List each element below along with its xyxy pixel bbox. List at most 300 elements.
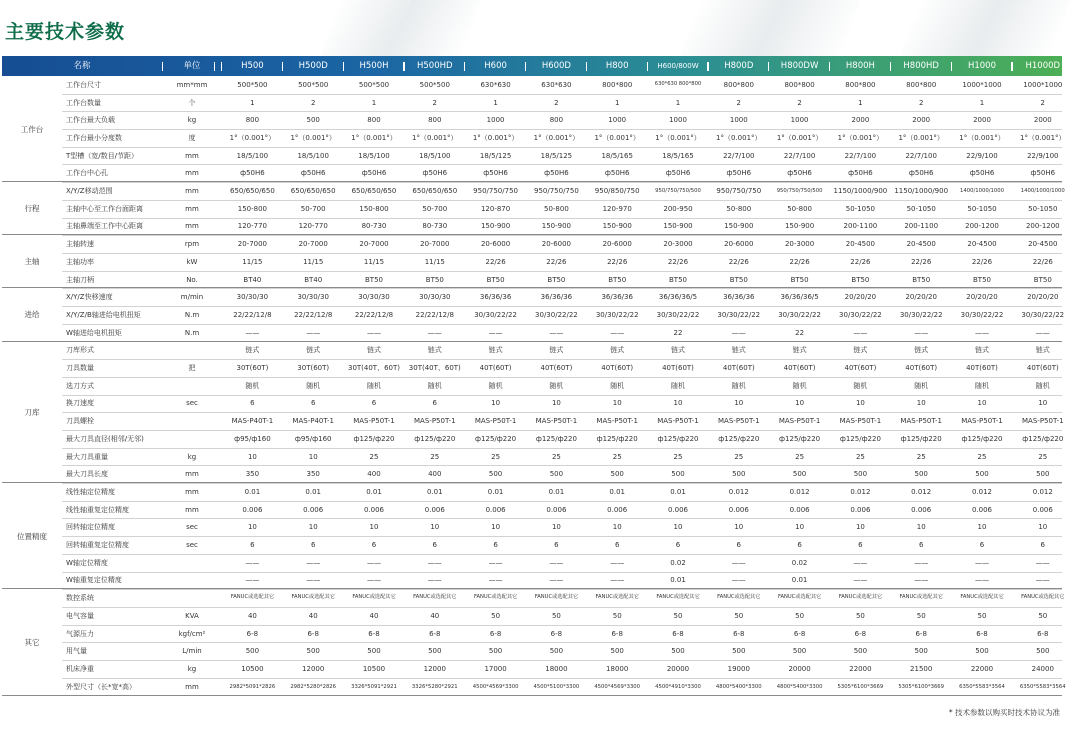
row-value: 20000	[788, 664, 811, 673]
row-value: ——	[245, 558, 260, 567]
row-value: 10	[673, 399, 683, 408]
row-value: 10	[369, 523, 379, 532]
row-value: 500	[488, 470, 503, 479]
row-value: 50	[551, 611, 561, 620]
row-value: ——	[366, 558, 381, 567]
row-value: 30/30/22/22	[960, 310, 1004, 319]
row-value: 30T(60T)	[297, 364, 330, 373]
table-row	[62, 111, 1062, 130]
row-value: ф50H6	[483, 169, 508, 178]
row-value: ——	[610, 328, 625, 337]
row-unit: N.m	[184, 310, 200, 319]
row-value: BT50	[425, 275, 444, 284]
group-label: 位置精度	[17, 531, 47, 541]
row-value: 6-8	[246, 629, 259, 638]
row-value: MAS-P40T-1	[292, 417, 334, 426]
row-value: 200-1100	[904, 222, 939, 231]
row-value: 18/5/100	[236, 151, 269, 160]
row-value: ——	[914, 328, 929, 337]
row-name: W轴进给电机扭矩	[66, 328, 122, 337]
table-row	[62, 253, 1062, 272]
row-value: ф50H6	[665, 169, 691, 178]
row-value: MAS-P50T-1	[718, 417, 760, 426]
row-value: FANUC或选配其它	[413, 594, 457, 601]
row-value: BT50	[668, 275, 687, 284]
row-value: BT50	[851, 275, 870, 284]
row-value: 36/36/36	[540, 293, 573, 302]
row-value: 6	[675, 541, 681, 550]
row-value: 50	[1038, 611, 1048, 620]
header-model: H800DW	[780, 61, 819, 71]
row-value: 20/20/20	[905, 293, 937, 302]
table-row	[62, 589, 1065, 608]
row-value: 10	[916, 523, 926, 532]
row-value: 12000	[302, 664, 325, 673]
row-value: 80-730	[422, 222, 448, 231]
row-value: ф125/ф220	[839, 434, 881, 443]
row-value: 18/5/165	[601, 151, 633, 160]
row-value: 650/650/650	[229, 187, 275, 196]
group-label: 主轴	[24, 257, 40, 267]
row-value: 800	[428, 116, 442, 125]
row-value: 链式	[974, 346, 989, 355]
row-value: 随机	[488, 381, 503, 390]
row-value: 36/36/36	[601, 293, 633, 302]
row-value: 2000	[973, 116, 991, 125]
row-value: ——	[488, 576, 503, 585]
row-value: FANUC或选配其它	[899, 594, 943, 601]
row-value: 500	[914, 470, 928, 479]
row-value: 2	[1040, 98, 1046, 107]
row-value: 6	[554, 541, 559, 550]
header-unit: 单位	[183, 61, 201, 71]
row-value: ф125/ф220	[353, 434, 395, 443]
row-value: 链式	[306, 346, 321, 355]
row-value: ф50H6	[908, 169, 934, 178]
row-value: 22/26	[607, 257, 628, 266]
table-row	[62, 607, 1062, 626]
row-value: 500*500	[298, 80, 329, 89]
row-value: 0.006	[1032, 505, 1053, 514]
row-value: 630*630	[541, 80, 572, 89]
row-value: 2	[918, 98, 924, 107]
row-unit: kgf/cm²	[178, 629, 206, 638]
row-value: MAS-P50T-1	[657, 417, 699, 426]
row-value: 6	[736, 541, 742, 550]
row-value: FANUC或选配其它	[473, 594, 518, 601]
header-model: H500	[241, 61, 264, 71]
row-name: T型槽（宽/数目/节距）	[66, 151, 138, 160]
row-unit: rpm	[184, 240, 200, 249]
row-value: 0.006	[789, 505, 810, 514]
row-value: ф125/ф220	[1022, 434, 1064, 443]
row-value: 150-800	[359, 204, 389, 213]
row-value: 1000*1000	[1023, 80, 1063, 89]
row-name: W轴重复定位精度	[66, 576, 122, 585]
row-value: 1°（0.001°）	[351, 133, 397, 142]
row-value: 22/26	[911, 257, 932, 266]
row-unit: mm	[185, 151, 199, 160]
row-value: 17000	[484, 664, 507, 673]
row-value: ——	[914, 558, 929, 567]
row-value: 6-8	[429, 629, 441, 638]
row-unit	[162, 589, 222, 607]
row-value: 22/26	[667, 257, 689, 266]
row-value: 随机	[610, 381, 625, 390]
row-value: 500	[732, 470, 746, 479]
row-value: 20-4500	[906, 240, 936, 249]
row-value: ф125/ф220	[596, 434, 638, 443]
row-value: 800*800	[906, 80, 937, 89]
row-value: 10	[1038, 523, 1048, 532]
row-name: 换刀速度	[66, 399, 94, 408]
row-value: 150-900	[602, 222, 632, 231]
row-value: FANUC或选配其它	[1021, 594, 1065, 601]
row-value: 1000	[790, 116, 809, 125]
row-value: 22/9/100	[966, 151, 998, 160]
table-row	[62, 147, 1062, 166]
row-value: 20000	[666, 664, 690, 673]
row-value: 40T(60T)	[540, 364, 573, 373]
row-value: 1°（0.001°）	[837, 133, 884, 142]
row-value: 6	[979, 541, 985, 550]
row-value: 25	[612, 452, 622, 461]
row-value: 2	[797, 98, 802, 107]
row-value: 18/5/100	[358, 151, 390, 160]
row-value: ——	[306, 576, 321, 585]
row-value: 随机	[914, 381, 929, 390]
row-value: 链式	[488, 346, 503, 355]
row-value: 500	[488, 647, 503, 656]
row-value: 800*800	[723, 80, 754, 89]
row-value: 30/30/22/22	[899, 310, 943, 319]
row-value: 500	[914, 647, 928, 656]
row-value: ——	[853, 328, 868, 337]
row-value: 350	[245, 470, 260, 479]
row-value: 36/36/36/5	[658, 293, 698, 302]
row-value: 6	[918, 541, 924, 550]
row-unit	[162, 412, 222, 430]
row-value: 链式	[792, 346, 807, 355]
row-value: ф125/ф220	[657, 434, 699, 443]
row-value: 40T(60T)	[479, 364, 512, 373]
row-name: 气源压力	[66, 629, 94, 638]
row-value: 22/26	[546, 257, 567, 266]
row-value: 500	[367, 647, 381, 656]
row-value: 6350*5583*3564	[959, 683, 1005, 690]
row-unit: sec	[186, 399, 198, 408]
row-value: 50-700	[300, 204, 326, 213]
row-value: 22000	[970, 664, 994, 673]
row-value: 950/750/750	[533, 187, 579, 196]
row-value: 1000	[669, 116, 687, 125]
row-value: 500	[732, 647, 746, 656]
row-value: 2000	[912, 116, 931, 125]
group-divider	[2, 695, 1062, 696]
row-value: ——	[853, 558, 868, 567]
header-model: H800HD	[903, 61, 939, 71]
row-value: 6	[250, 541, 255, 550]
row-value: BT50	[972, 275, 991, 284]
row-value: 800	[245, 116, 260, 125]
row-value: 随机	[427, 381, 442, 390]
row-name: 主轴转速	[66, 240, 94, 249]
table-row	[62, 306, 1065, 325]
row-value: 40T(60T)	[662, 364, 694, 373]
header-model: H600	[484, 61, 507, 71]
header-model: H1000D	[1025, 61, 1061, 71]
row-value: FANUC或选配其它	[656, 594, 700, 601]
row-value: 1	[371, 98, 377, 107]
row-value: 6-8	[793, 629, 806, 638]
row-value: 6	[371, 541, 377, 550]
row-value: ф125/ф220	[961, 434, 1003, 443]
row-value: 5305*6100*3669	[837, 683, 884, 690]
row-value: ——	[549, 558, 564, 567]
row-value: 链式	[366, 346, 381, 355]
row-value: 10	[551, 399, 561, 408]
row-value: 6	[432, 399, 438, 408]
row-value: 25	[369, 452, 379, 461]
row-value: FANUC或选配其它	[291, 594, 335, 601]
row-unit	[162, 377, 222, 395]
row-value: 6	[493, 541, 498, 550]
row-value: ф50H6	[1030, 169, 1056, 178]
table-row	[62, 554, 1062, 573]
row-unit	[162, 342, 222, 360]
row-value: 6	[797, 541, 802, 550]
row-value: 500	[853, 647, 868, 656]
row-value: 20-6000	[724, 240, 754, 249]
row-value: 500	[975, 470, 989, 479]
row-value: 3326*5091*2921	[351, 683, 397, 690]
row-value: 4500*4910*3300	[655, 683, 701, 690]
row-value: 22/7/100	[723, 151, 755, 160]
row-unit: mm	[185, 222, 199, 231]
row-value: 10	[1038, 399, 1048, 408]
row-value: 25	[977, 452, 987, 461]
row-value: 200-950	[663, 204, 693, 213]
row-value: 20-6000	[602, 240, 632, 249]
row-value: 500	[306, 116, 320, 125]
row-value: 1	[979, 98, 985, 107]
row-value: 6-8	[307, 629, 319, 638]
row-value: ——	[306, 558, 321, 567]
row-value: 500	[671, 470, 685, 479]
row-value: 30/30/22/22	[1021, 310, 1065, 319]
row-value: 0.006	[303, 505, 324, 514]
row-value: 22/26	[1032, 257, 1053, 266]
row-value: ——	[427, 328, 442, 337]
row-value: 350	[306, 470, 320, 479]
row-name: 刀具螺栓	[66, 417, 94, 426]
row-value: 30T(40T、60T)	[347, 364, 400, 373]
row-value: 650/650/650	[351, 187, 397, 196]
row-value: 1°（0.001°）	[1020, 133, 1066, 142]
row-value: 20-7000	[298, 240, 328, 249]
row-value: 20-4500	[967, 240, 997, 249]
row-value: 0.006	[546, 505, 567, 514]
row-value: 50-800	[787, 204, 812, 213]
row-value: 25	[734, 452, 744, 461]
row-value: 24000	[1031, 664, 1054, 673]
row-value: 0.01	[487, 487, 504, 496]
row-name: 机床净重	[66, 664, 94, 673]
row-value: 25	[855, 452, 865, 461]
row-value: 1400/1000/1000	[1020, 188, 1065, 195]
row-value: 10	[491, 523, 501, 532]
row-value: 22/22/12/8	[233, 310, 272, 319]
row-value: 0.01	[426, 487, 443, 496]
row-unit: mm*mm	[176, 80, 208, 89]
row-value: 630*630 800*800	[654, 81, 702, 88]
row-value: 40T(60T)	[966, 364, 998, 373]
table-row	[62, 483, 1062, 502]
row-value: MAS-P50T-1	[900, 417, 942, 426]
row-value: 0.01	[305, 487, 321, 496]
row-value: ф50H6	[726, 169, 752, 178]
row-value: 0.006	[667, 505, 689, 514]
row-value: 150-800	[237, 204, 268, 213]
row-value: 6	[371, 399, 377, 408]
row-value: 0.006	[911, 505, 932, 514]
row-value: 10	[977, 523, 987, 532]
row-value: 150-900	[724, 222, 754, 231]
row-unit: mm	[185, 204, 199, 213]
row-value: 1000	[729, 116, 748, 125]
row-value: 1°（0.001°）	[533, 133, 580, 142]
row-value: 800	[549, 116, 564, 125]
row-value: 22	[795, 328, 805, 337]
row-name: 选刀方式	[66, 381, 94, 390]
row-value: 22/26	[485, 257, 506, 266]
row-value: ——	[974, 558, 989, 567]
table-row	[62, 501, 1062, 520]
row-value: 200-1100	[843, 222, 878, 231]
row-value: 10	[308, 523, 318, 532]
row-value: 22/7/100	[844, 151, 877, 160]
row-value: 50-1050	[1028, 204, 1058, 213]
row-value: 25	[916, 452, 926, 461]
row-name: 工作台尺寸	[66, 80, 101, 89]
row-value: MAS-P50T-1	[1022, 417, 1064, 426]
row-value: 10	[795, 523, 805, 532]
table-row	[62, 660, 1062, 679]
row-value: 30/30/22/22	[535, 310, 578, 319]
row-value: 500	[610, 647, 624, 656]
row-value: 6-8	[915, 629, 927, 638]
row-value: 2	[310, 98, 316, 107]
row-value: ф95/ф160	[234, 434, 271, 443]
row-value: 30/30/22/22	[474, 310, 517, 319]
row-value: ——	[366, 576, 381, 585]
row-value: MAS-P50T-1	[414, 417, 456, 426]
row-value: 25	[551, 452, 561, 461]
row-name: 电气容量	[66, 611, 94, 620]
row-value: 50	[795, 611, 805, 620]
row-value: 50	[734, 611, 744, 620]
row-value: 50-800	[544, 204, 569, 213]
row-value: ——	[853, 576, 868, 585]
row-value: ——	[366, 328, 381, 337]
row-unit: sec	[186, 523, 198, 532]
row-value: 30/30/30	[358, 293, 390, 302]
row-value: 800	[367, 116, 381, 125]
group-label: 进给	[24, 310, 40, 320]
row-value: 随机	[245, 381, 260, 390]
row-unit: KVA	[185, 611, 199, 620]
row-value: ——	[974, 328, 989, 337]
row-value: 950/750/750/500	[655, 188, 701, 195]
row-value: ——	[610, 576, 625, 585]
row-value: 链式	[245, 346, 260, 355]
row-name: 最大刀具长度	[66, 470, 108, 479]
row-value: 10	[430, 523, 440, 532]
row-name: 刀库形式	[66, 346, 94, 355]
row-value: 30/30/30	[419, 293, 451, 302]
row-value: 1°（0.001°）	[776, 133, 823, 142]
row-value: 20/20/20	[844, 293, 877, 302]
row-value: 1°（0.001°）	[594, 133, 640, 142]
row-value: 10	[977, 399, 987, 408]
row-value: 22/22/12/8	[415, 310, 454, 319]
row-value: 800*800	[784, 80, 815, 89]
header-model: H600/800W	[657, 62, 699, 70]
row-value: 25	[491, 452, 501, 461]
row-value: ——	[488, 328, 503, 337]
row-value: 0.006	[607, 505, 628, 514]
row-value: 1°（0.001°）	[472, 133, 519, 142]
row-value: 0.01	[366, 487, 382, 496]
row-value: 6-8	[1037, 629, 1049, 638]
row-value: 150-900	[541, 222, 572, 231]
row-value: 0.01	[670, 576, 686, 585]
row-value: 0.012	[789, 487, 810, 496]
row-value: 0.01	[670, 487, 686, 496]
row-value: 50	[673, 611, 683, 620]
row-value: FANUC或选配其它	[230, 594, 275, 601]
row-value: 3326*5280*2921	[411, 683, 458, 690]
row-value: 150-900	[784, 222, 815, 231]
row-name: 回转轴定位精度	[66, 523, 115, 532]
row-value: 20/20/20	[966, 293, 998, 302]
row-value: 22/7/100	[905, 151, 937, 160]
table-row	[62, 519, 1062, 538]
row-value: ——	[1035, 328, 1050, 337]
row-value: ——	[914, 576, 929, 585]
row-value: 18/5/100	[419, 151, 451, 160]
row-value: 0.012	[850, 487, 871, 496]
row-unit: kg	[187, 664, 197, 673]
row-value: 120-970	[602, 204, 632, 213]
row-value: 18000	[545, 664, 568, 673]
row-value: 0.012	[911, 487, 932, 496]
row-name: 外型尺寸（长*宽*高）	[66, 682, 136, 691]
row-value: 650/650/650	[412, 187, 458, 196]
header-model: H800H	[845, 61, 875, 71]
row-value: 21500	[910, 664, 933, 673]
row-value: 500	[428, 647, 442, 656]
row-value: 50	[855, 611, 865, 620]
row-value: ——	[974, 576, 989, 585]
row-unit: No.	[186, 275, 198, 284]
row-value: ф50H6	[969, 169, 995, 178]
row-value: 22/22/12/8	[354, 310, 394, 319]
row-value: 2	[736, 98, 742, 107]
row-value: 500*500	[419, 80, 450, 89]
row-value: 10	[734, 399, 744, 408]
row-value: ——	[549, 328, 564, 337]
